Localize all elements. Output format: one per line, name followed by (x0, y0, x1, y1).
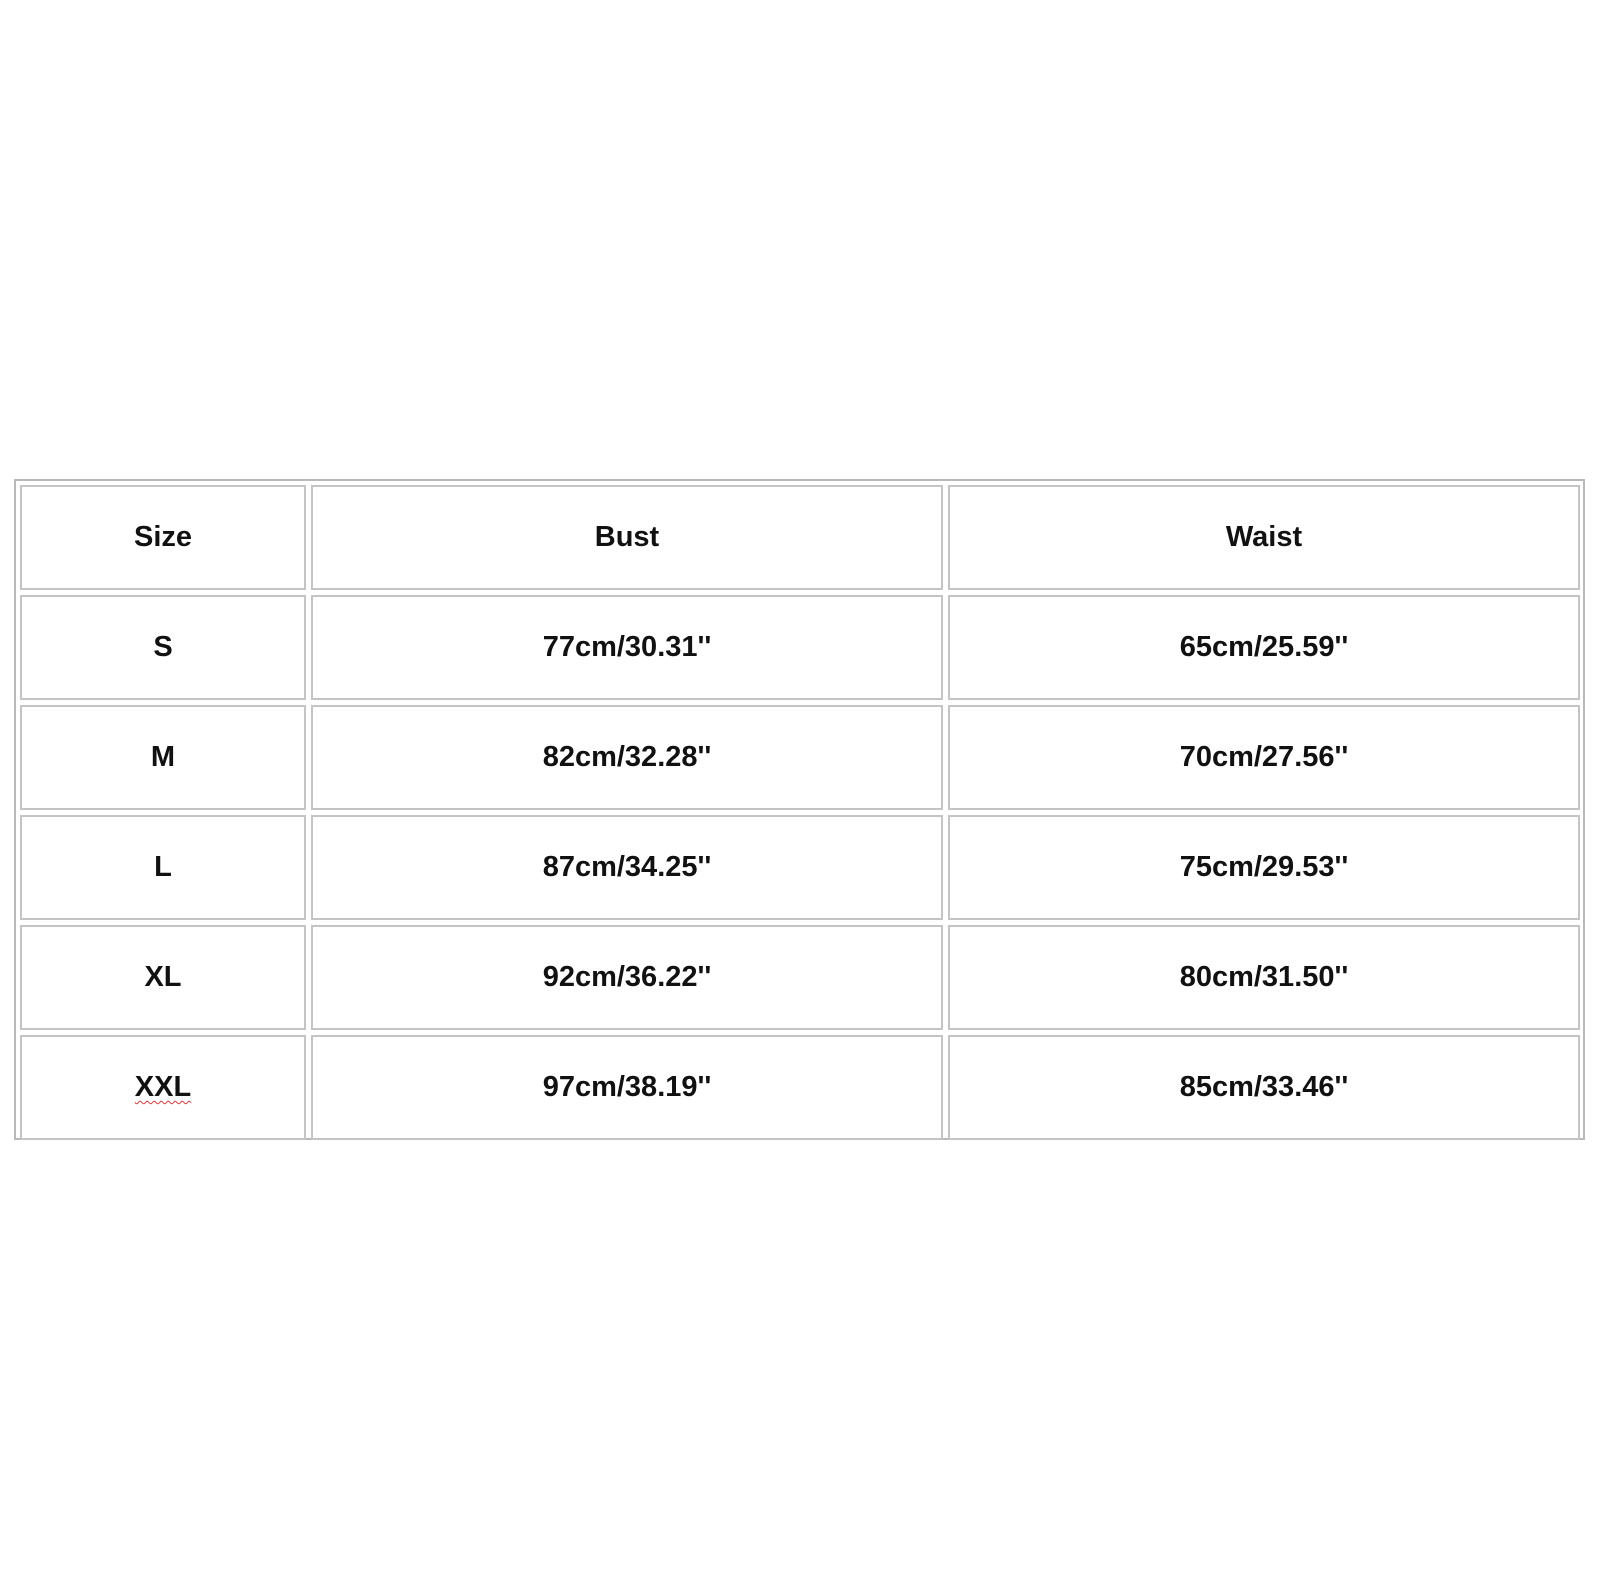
bust-cell: 97cm/38.19'' (311, 1035, 943, 1140)
table-header-row (20, 485, 1580, 590)
table-row (20, 705, 1580, 810)
header-waist: Waist (948, 485, 1580, 590)
size-cell: S (20, 595, 306, 700)
waist-cell: 80cm/31.50'' (948, 925, 1580, 1030)
waist-cell: 75cm/29.53'' (948, 815, 1580, 920)
size-cell: M (20, 705, 306, 810)
waist-cell: 70cm/27.56'' (948, 705, 1580, 810)
bust-cell: 87cm/34.25'' (311, 815, 943, 920)
header-bust: Bust (311, 485, 943, 590)
bust-cell: 82cm/32.28'' (311, 705, 943, 810)
size-table (15, 480, 1585, 1145)
bust-cell: 77cm/30.31'' (311, 595, 943, 700)
table-row (20, 595, 1580, 700)
table-row (20, 1035, 1580, 1140)
size-label-spellcheck: XXL (134, 1071, 192, 1103)
waist-cell: 65cm/25.59'' (948, 595, 1580, 700)
bust-cell: 92cm/36.22'' (311, 925, 943, 1030)
size-cell: XL (20, 925, 306, 1030)
table-row (20, 925, 1580, 1030)
waist-cell: 85cm/33.46'' (948, 1035, 1580, 1140)
size-chart-table (14, 479, 1585, 1140)
header-size: Size (20, 485, 306, 590)
table-row (20, 815, 1580, 920)
size-cell (20, 1035, 306, 1140)
size-cell: L (20, 815, 306, 920)
